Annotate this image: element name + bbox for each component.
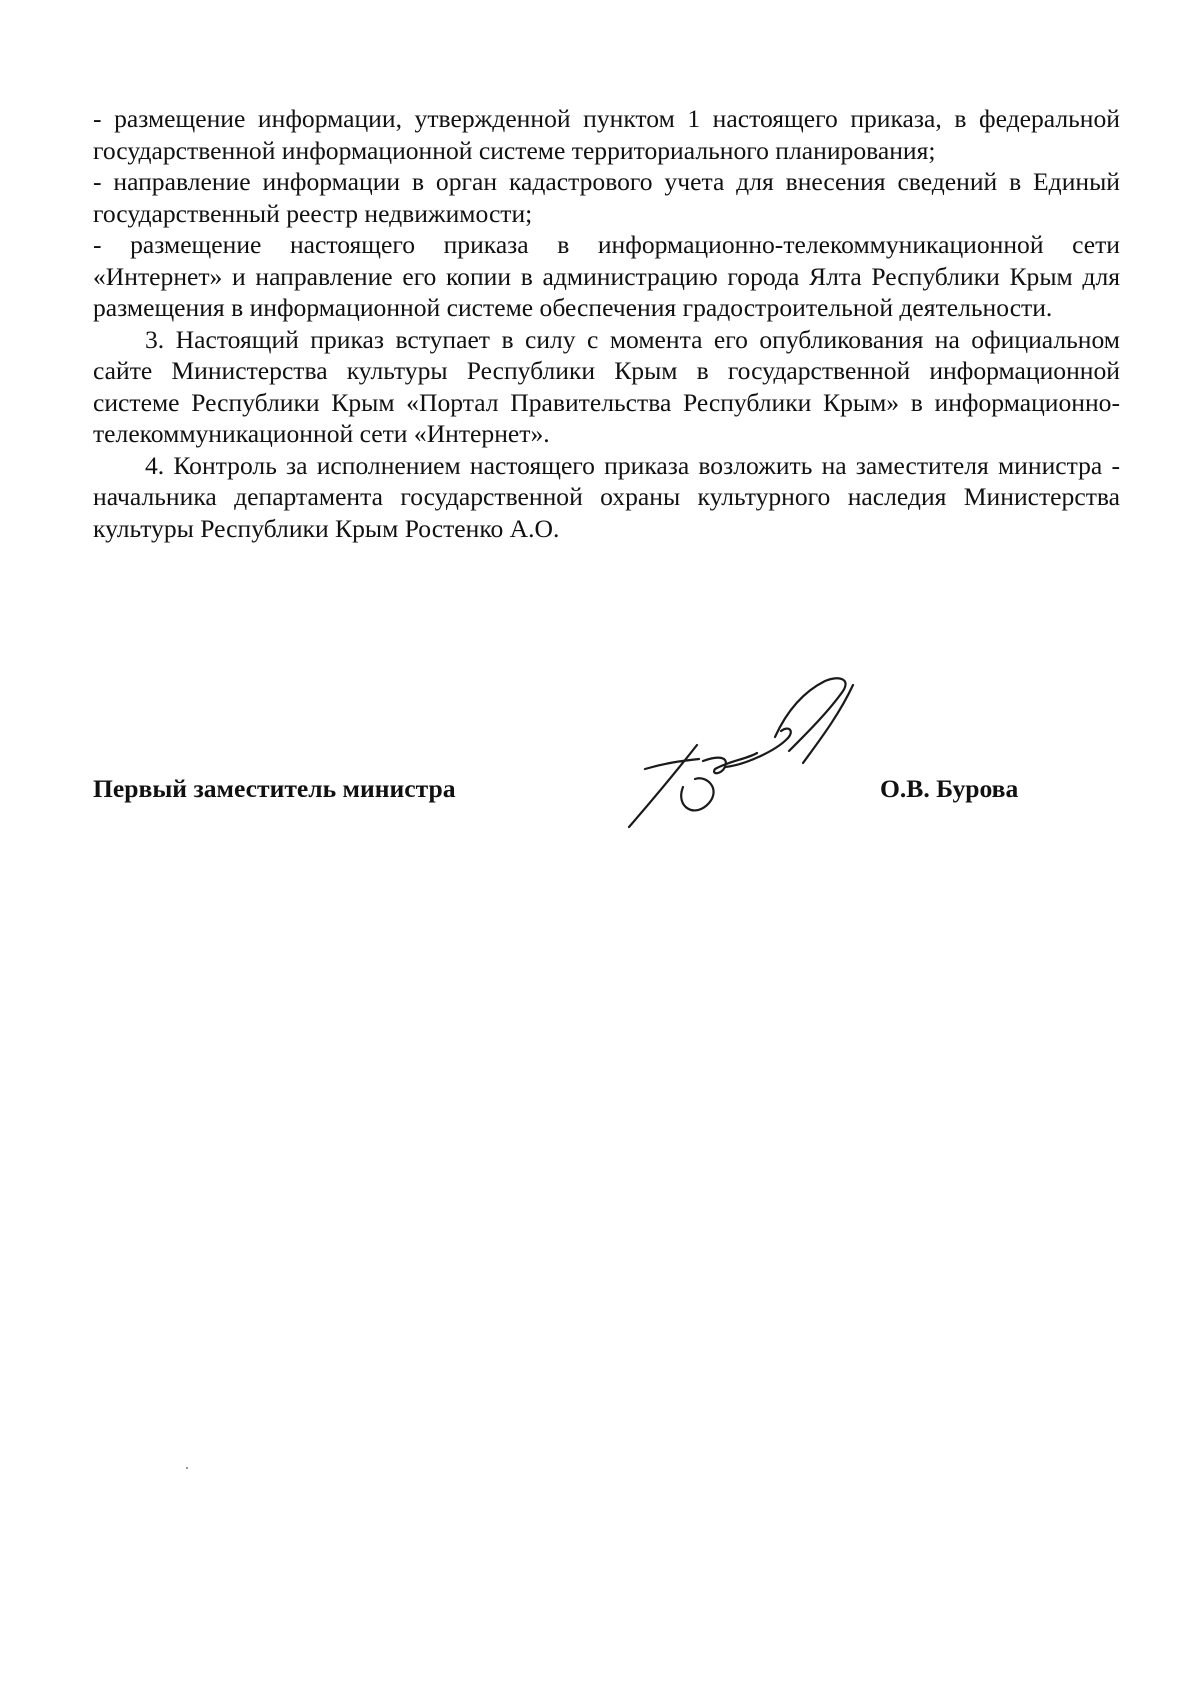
signature-block bbox=[93, 774, 1120, 814]
handwritten-signature bbox=[625, 675, 895, 840]
scan-speck bbox=[186, 1467, 188, 1469]
numbered-paragraph-3: 3. Настоящий приказ вступает в силу с момента его опубликования на официальном сайте Министерства культуры Республики Крым в государственной информационной системе Республики Крым «Портал Правительства Республики Крым» в информационно-телекоммуникационной сети «Интернет». bbox=[93, 324, 1120, 448]
document-body bbox=[93, 103, 1120, 544]
signatory-position: Первый заместитель министра bbox=[93, 774, 456, 803]
bullet-paragraph-internet: - размещение настоящего приказа в информационно-телекоммуникационной сети «Интернет» и направление его копии в администрацию города Ялта Республики Крым для размещения в информационной системе обеспечения градостроительной деятельности. bbox=[93, 230, 1120, 322]
signatory-name: О.В. Бурова bbox=[880, 774, 1019, 803]
numbered-paragraph-4: 4. Контроль за исполнением настоящего приказа возложить на заместителя министра - начальника департамента государственной охраны культурного наследия Министерства культуры Республики Крым Ростенко А.О. bbox=[93, 450, 1120, 543]
bullet-paragraph-cadastral: - направление информации в орган кадастрового учета для внесения сведений в Единый государственный реестр недвижимости; bbox=[93, 167, 1120, 228]
bullet-paragraph-fgis-tp: - размещение информации, утвержденной пунктом 1 настоящего приказа, в федеральной государственной информационной системе территориального планирования; bbox=[93, 104, 1120, 165]
